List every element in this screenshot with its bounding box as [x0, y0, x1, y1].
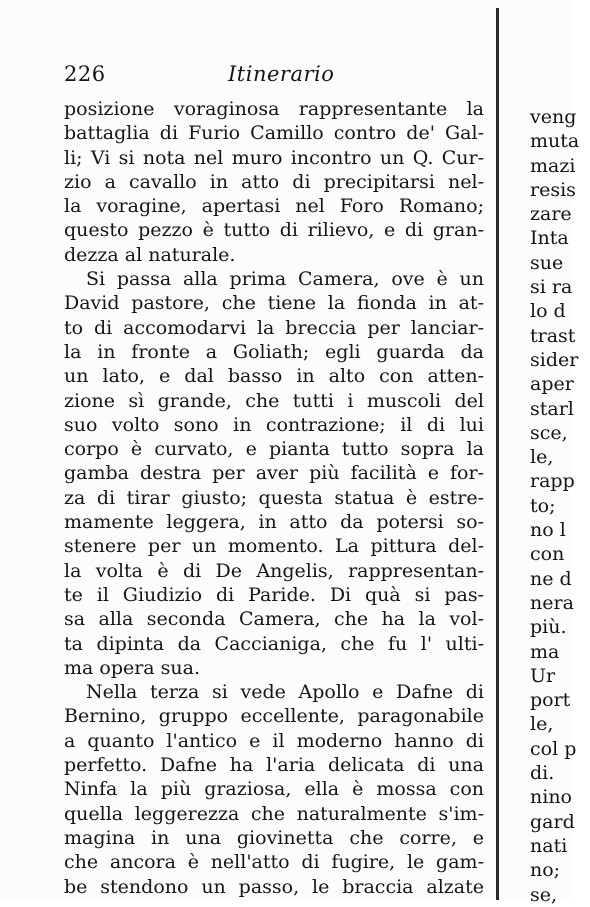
text-line: che ancora è nell'atto di fugire, le gam-	[64, 851, 484, 874]
facing-text-line: resis	[530, 178, 576, 201]
facing-text-line: to;	[530, 494, 556, 517]
text-line: ta dipinta da Caccianiga, che fu l' ulti-	[64, 632, 484, 655]
facing-text-line: muta	[530, 130, 580, 153]
text-line: gamba destra per aver più facilità e for-	[64, 462, 484, 485]
facing-text-line: gard	[530, 810, 575, 833]
facing-text-line: aper	[530, 373, 574, 396]
text-line: te il Giudizio di Paride. Di quà si pas-	[64, 583, 484, 606]
text-line: quella leggerezza che naturalmente s'im-	[64, 802, 484, 825]
facing-text-line: mazi	[530, 154, 576, 177]
facing-text-line: nati	[530, 834, 568, 857]
facing-text-line: veng	[530, 106, 577, 128]
text-line: zione sì grande, che tutti i muscoli del	[64, 389, 484, 412]
text-line: zio a cavallo in atto di precipitarsi nel-	[64, 170, 484, 193]
main-text-block	[64, 97, 484, 899]
facing-text-line: nera	[530, 591, 574, 614]
text-line: to di accomodarvi la breccia per lanciar-	[64, 316, 484, 339]
page-header	[64, 62, 484, 92]
facing-text-line: sce,	[530, 421, 568, 444]
text-line: stenere per un momento. La pittura del-	[64, 535, 484, 558]
facing-text-line: zare	[530, 203, 572, 226]
facing-text-line: con	[530, 543, 565, 566]
facing-text-line: lo d	[530, 300, 566, 323]
page-number: 226	[64, 62, 106, 86]
text-line: suo volto sono in contrazione; il di lui	[64, 413, 484, 436]
text-line: perfetto. Dafne ha l'aria delicata di una	[64, 754, 484, 777]
facing-text-line: più.	[530, 616, 567, 639]
facing-text-line: trast	[530, 324, 576, 347]
facing-text-line: ma	[530, 640, 560, 663]
book-gutter-divider	[496, 8, 499, 900]
running-title: Itinerario	[228, 62, 335, 86]
facing-text-line: le,	[530, 713, 554, 736]
text-line: ma opera sua.	[64, 656, 201, 679]
text-line: a quanto l'antico e il moderno hanno di	[64, 729, 484, 752]
text-line: sa alla seconda Camera, che ha la vol-	[64, 608, 484, 631]
text-line: mamente leggera, in atto da potersi so-	[64, 511, 484, 534]
text-line: li; Vi si nota nel muro incontro un Q. Cur-	[64, 146, 484, 169]
text-line: un lato, e dal basso in alto con atten-	[64, 365, 484, 388]
facing-text-line: ne d	[530, 567, 572, 590]
text-line: corpo è curvato, e pianta tutto sopra la	[64, 438, 484, 461]
facing-text-line: port	[530, 689, 571, 712]
facing-text-line: sider	[530, 348, 579, 371]
facing-text-line: di.	[530, 762, 555, 785]
facing-text-line: nino	[530, 786, 572, 809]
text-line: battaglia di Furio Camillo contro de' Gal-	[64, 122, 484, 145]
text-line: la voragine, apertasi nel Foro Romano;	[64, 195, 484, 218]
facing-text-line: col p	[530, 737, 577, 760]
text-line: be stendono un passo, le braccia alzate	[64, 875, 484, 898]
facing-text-line: se,	[530, 883, 558, 906]
text-line: questo pezzo è tutto di rilievo, e di gran-	[64, 219, 484, 242]
text-line: dezza al naturale.	[64, 243, 236, 266]
facing-text-line: sue	[530, 251, 564, 274]
facing-text-line: no l	[530, 519, 566, 542]
text-line: Ninfa la più graziosa, ella è mossa con	[64, 778, 484, 801]
facing-text-line: Inta	[530, 227, 569, 250]
facing-page-text-fragment	[530, 105, 590, 907]
facing-text-line: si ra	[530, 276, 573, 299]
text-line: David pastore, che tiene la fionda in at-	[64, 292, 484, 315]
facing-text-line: le,	[530, 446, 554, 469]
facing-text-line: starl	[530, 397, 574, 420]
text-line: Si passa alla prima Camera, ove è un	[86, 268, 484, 291]
text-line: la in fronte a Goliath; egli guarda da	[64, 340, 484, 363]
facing-text-line: Ur	[530, 664, 556, 687]
facing-text-line: rapp	[530, 470, 575, 493]
text-line: za di tirar giusto; questa statua è estre-	[64, 486, 484, 509]
text-line: Nella terza si vede Apollo e Dafne di	[86, 681, 484, 704]
text-line: magina in una giovinetta che corre, e	[64, 826, 484, 849]
facing-text-line: no;	[530, 859, 561, 882]
text-line: posizione voraginosa rappresentante la	[64, 98, 484, 120]
text-line: la volta è di De Angelis, rappresentan-	[64, 559, 484, 582]
text-line: Bernino, gruppo eccellente, paragonabile	[64, 705, 484, 728]
